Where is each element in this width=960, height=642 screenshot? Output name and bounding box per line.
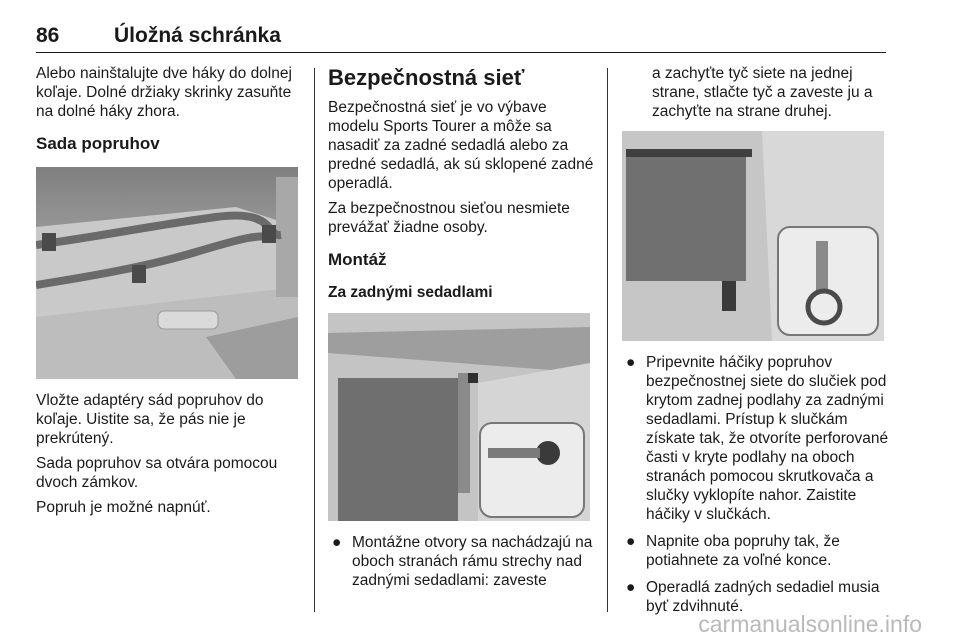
page-header	[36, 24, 886, 53]
list-item: ● Napnite oba popruhy tak, že potiahnete za voľné konce.	[626, 533, 840, 569]
subsubheading-behind-rear-seats: Za zadnými sedadlami	[328, 284, 493, 301]
page-number: 86	[36, 24, 60, 47]
net-bar-illustration	[622, 131, 884, 341]
bullet-icon: ●	[626, 533, 636, 550]
bullet-icon: ●	[626, 354, 636, 371]
bullet-icon: ●	[332, 534, 342, 551]
column-divider	[607, 68, 608, 612]
paragraph-warning: Za bezpečnostnou sieťou nesmiete prevážať žiadne osoby.	[328, 200, 570, 236]
bullet-icon: ●	[626, 579, 636, 596]
list-item: ● Operadlá zadných sedadiel musia byť zdvihnuté.	[626, 579, 880, 615]
column-right	[622, 64, 890, 624]
list-item: ● Pripevnite háčiky popruhov bezpečnostnej siete do slučiek pod krytom zadnej podlahy za zadnými sedadlami. Prístup k slučkám získate tak, že otvoríte perforované časti v kryte podlahy na oboch stranách pomocou skrutkovača a slučky vyklopíte nahor. Zaistite háčiky v slučkách.	[626, 354, 889, 523]
bullet-list-middle	[328, 533, 596, 590]
site-watermark: carmanualsonline.info	[698, 611, 922, 637]
paragraph-tension: Popruh je možné napnúť.	[36, 499, 211, 516]
strap-set-illustration	[36, 167, 298, 379]
subheading-mounting: Montáž	[328, 250, 387, 269]
column-divider	[314, 68, 315, 612]
intro-paragraph: Alebo nainštalujte dve háky do dolnej koľaje. Dolné držiaky skrinky zasuňte na dolné háky zhora.	[36, 65, 292, 120]
column-middle	[328, 64, 596, 598]
section-heading-safety-net: Bezpečnostná sieť	[328, 65, 525, 90]
bullet-list-right	[622, 353, 890, 616]
chapter-title: Úložná schránka	[114, 24, 281, 47]
paragraph-opening: Sada popruhov sa otvára pomocou dvoch zámkov.	[36, 455, 278, 491]
net-mounting-illustration	[328, 313, 590, 521]
continuation-paragraph: a zachyťte tyč siete na jednej strane, stlačte tyč a zaveste ju a zachyťte na strane druhej.	[652, 65, 873, 120]
paragraph-insert-adapters: Vložte adaptéry sád popruhov do koľaje. Uistite sa, že pás nie je prekrútený.	[36, 392, 264, 447]
list-item: ● Montážne otvory sa nachádzajú na oboch stranách rámu strechy nad zadnými sedadlami: zaveste	[332, 534, 593, 589]
column-left	[36, 64, 304, 523]
paragraph-safety-net: Bezpečnostná sieť je vo výbave modelu Sports Tourer a môže sa nasadiť za zadné sedadlá alebo za predné sedadlá, ak sú sklopené zadné operadlá.	[328, 99, 594, 192]
section-heading-strap-set: Sada popruhov	[36, 134, 160, 153]
